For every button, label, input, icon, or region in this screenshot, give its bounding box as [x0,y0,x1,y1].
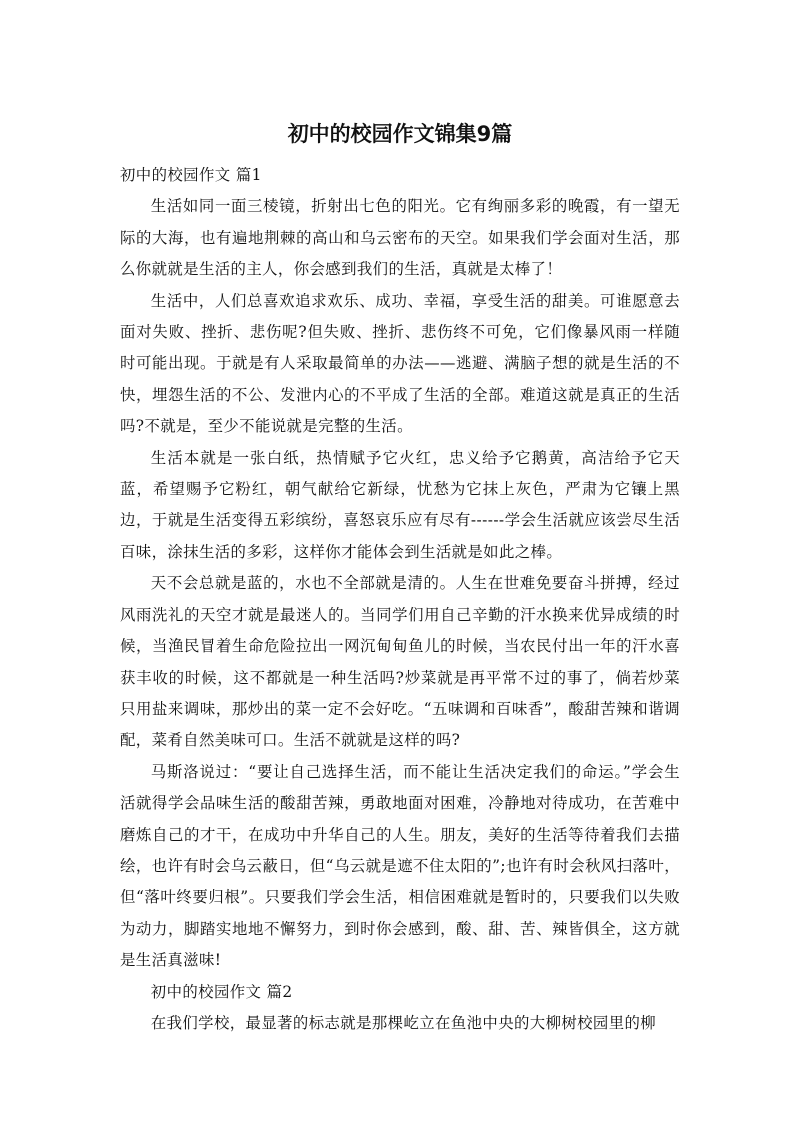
paragraph: 马斯洛说过：“要让自己选择生活，而不能让生活决定我们的命运。”学会生活就得学会品味生活的酸甜苦辣，勇敢地面对困难，冷静地对待成功，在苦难中磨炼自己的才干，在成功中升华自己的人生。朋友，美好的生活等待着我们去描绘，也许有时会乌云蔽日，但“乌云就是遮不住太阳的”;也许有时会秋风扫落叶，但“落叶终要归根”。只要我们学会生活，相信困难就是暂时的，只要我们以失败为动力，脚踏实地地不懈努力，到时你会感到，酸、甜、苦、辣皆俱全，这方就是生活真滋味! [120,762,680,970]
section-heading: 初中的校园作文 篇1 [120,166,262,184]
document-body [120,160,680,1039]
paragraph: 生活本就是一张白纸，热情赋予它火红，忠义给予它鹅黄，高洁给予它天蓝，希望赐予它粉红，朝气献给它新绿，忧愁为它抹上灰色，严肃为它镶上黑边，于就是生活变得五彩缤纷，喜怒哀乐应有尽有------学会生活就应该尝尽生活百味，涂抹生活的多彩，这样你才能体会到生活就是如此之棒。 [120,448,680,561]
paragraph: 天不会总就是蓝的，水也不全部就是清的。人生在世难免要奋斗拼搏，经过风雨洗礼的天空才就是最迷人的。当同学们用自己辛勤的汗水换来优异成绩的时候，当渔民冒着生命危险拉出一网沉甸甸鱼儿的时候，当农民付出一年的汗水喜获丰收的时候，这不都就是一种生活吗?炒菜就是再平常不过的事了，倘若炒菜只用盐来调味，那炒出的菜一定不会好吃。“五味调和百味香”，酸甜苦辣和谐调配，菜肴自然美味可口。生活不就就是这样的吗? [120,574,680,750]
section-heading: 初中的校园作文 篇2 [150,982,293,1001]
document-title: 初中的校园作文锦集9篇 [287,122,513,146]
paragraph: 生活如同一面三棱镜，折射出七色的阳光。它有绚丽多彩的晚霞，有一望无际的大海，也有遍地荆棘的高山和乌云密布的天空。如果我们学会面对生活，那么你就就是生活的主人，你会感到我们的生活，真就是太棒了！ [120,197,680,279]
paragraph: 在我们学校，最显著的标志就是那棵屹立在鱼池中央的大柳树校园里的柳 [150,1013,657,1032]
paragraph: 生活中，人们总喜欢追求欢乐、成功、幸福，享受生活的甜美。可谁愿意去面对失败、挫折、悲伤呢?但失败、挫折、悲伤终不可免，它们像暴风雨一样随时可能出现。于就是有人采取最简单的办法——逃避、满脑子想的就是生活的不快，埋怨生活的不公、发泄内心的不平成了生活的全部。难道这就是真正的生活吗?不就是，至少不能说就是完整的生活。 [120,291,680,436]
